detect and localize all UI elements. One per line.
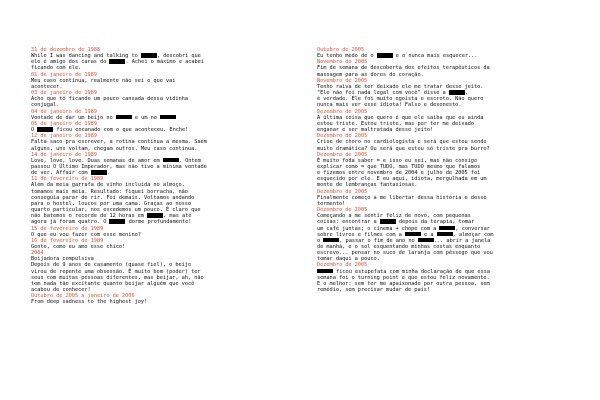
entry-line: é verdade. Ele foi muito egoísta e escroto. Não quero <box>317 96 484 103</box>
diary-entry <box>31 226 286 238</box>
diary-entry <box>31 90 286 108</box>
entry-line: Começando a me sentir feliz de novo, com pequenas <box>317 213 471 220</box>
entry-line: agora já foram quatro. O dorme profundamente! <box>31 219 192 226</box>
entry-line: Falta saco pra escrever, a rotina continua a mesma. Saem <box>31 139 207 146</box>
entry-date: Dezembro de 2005 <box>317 262 368 269</box>
diary-entry <box>317 59 572 77</box>
diary-entry <box>317 133 572 151</box>
redaction-bar <box>141 53 157 58</box>
diary-entry <box>317 109 572 134</box>
entry-date: Dezembro de 2005 <box>317 133 368 140</box>
entry-line: de manhã, e o sol esquentando minhas costas enquanto <box>317 244 481 250</box>
diary-entry <box>31 152 286 177</box>
redaction-bar <box>91 170 107 175</box>
entry-line: Fim de semana de descoberta dos efeitos terapêuticos da <box>317 65 490 72</box>
entry-line: semana foi o turning point e que estou feliz novamente. <box>317 274 490 281</box>
entry-date: Novembro de 2005 <box>317 77 368 84</box>
entry-line: Eu tenho medo de o e o nunca mais esquecer... <box>317 53 478 60</box>
entry-line: remédio, sem precisar mudar de país! <box>317 287 431 294</box>
left-column <box>31 47 286 306</box>
entry-line: o , passar o fim de ano no ... abrir a janela <box>317 237 491 244</box>
entry-line: virou de repente uma obsessão. É muito bom (poder) ter <box>31 268 201 275</box>
entry-line: de ver. Affair com . <box>31 170 110 177</box>
entry-line: alguns, uns voltam, chegam outros. Meu caso continua. <box>31 145 198 152</box>
right-column <box>317 47 572 293</box>
diary-entry <box>31 121 286 133</box>
entry-date: 11 de fevereiro de 1989 <box>31 176 104 183</box>
entry-line: O que eu vou fazer com esse menino? <box>31 231 141 238</box>
entry-date: 15 de fevereiro de 1989 <box>31 225 104 232</box>
entry-line: tormento! <box>317 200 346 207</box>
entry-line: From deep sadness to the highest joy! <box>31 299 148 306</box>
entry-line: tomamos mais meia. Resultado: fiquei borracha, não <box>31 188 188 195</box>
entry-line: Crise de choro no cardiologista e será que estou sendo <box>317 139 487 146</box>
entry-line: Depois de 9 anos de casamento (quase fiel), o beijo <box>31 262 192 269</box>
entry-line: Vontade de dar um beijo no e um no <box>31 115 286 121</box>
entry-line: ficou estupefata com minha declaração de que essa <box>317 269 572 275</box>
entry-line: explicar como = que TUDO, mas TUDO mesmo que falamos <box>317 163 481 170</box>
redaction-bar <box>37 127 53 132</box>
entry-line: Além da meia garrafa de vinho incluída no almoço, <box>31 182 185 189</box>
redaction-bar <box>418 238 434 243</box>
diary-entry <box>317 262 572 293</box>
diary-entry <box>317 189 572 207</box>
entry-date: Outubro de 2005 a janeiro de 2006 <box>31 293 135 300</box>
entry-line: um café juntas; o cinema + chope com a , conversar <box>317 225 490 232</box>
entry-line: Tenho raiva de ter deixado ele me tratar desse jeito. <box>317 83 484 90</box>
diary-entry <box>31 133 286 151</box>
entry-line: É muito foda saber = e isso eu sei, mas não consigo <box>317 157 478 164</box>
entry-line: estou triste. Estou triste, mas por ter me deixado <box>317 120 474 127</box>
diary-entry <box>31 293 286 305</box>
entry-line: tomar daqui a pouco. <box>317 256 380 263</box>
entry-date: 04 de janeiro de 1989 <box>31 108 97 115</box>
redaction-bar <box>380 219 396 224</box>
entry-line: Beijadora compulsiva <box>31 256 94 263</box>
redaction-bar <box>109 219 125 224</box>
diary-entry <box>317 207 572 262</box>
entry-line: ele é amigo dos caras do . Achei o máximo e acabei <box>31 59 204 66</box>
entry-line: enganar e ser maltratada desse jeito! <box>317 127 434 134</box>
entry-line: sobre livros e filmes com a e a , almoçar com <box>317 231 494 238</box>
diary-entry <box>31 176 286 225</box>
entry-line: "Ele não foi nada legal com você" disse a , <box>317 90 468 97</box>
redaction-bar <box>116 115 132 120</box>
entry-line: acontecer. <box>31 83 63 90</box>
redaction-bar <box>163 158 179 163</box>
entry-line: Acho que tô ficando um pouco cansada dessa vidinha <box>31 96 188 103</box>
entry-line: O ficou encanado com o que aconteceu. Enche! <box>31 127 189 134</box>
redaction-bar <box>147 213 163 218</box>
entry-line: Love, love, love. Duas semanas de amor em . Ontem <box>31 157 201 164</box>
entry-line: ficando com ele. <box>31 65 82 72</box>
entry-line: para o hostel, loucos por uma cama. Graças ao nosso <box>31 200 192 207</box>
entry-date: 05 de janeiro de 1989 <box>31 120 97 127</box>
entry-line: seus com muitas pessoas diferentes, mas beijar, ah, não <box>31 274 204 281</box>
entry-line: Gente, como eu amo esse chico! <box>31 244 126 250</box>
entry-date: Dezembro de 2005 <box>317 207 368 214</box>
entry-line: Finalmente começo a me libertar dessa história e desse <box>317 194 487 201</box>
entry-line: passou O Último Imperador, mas não tive a mínima vontade <box>31 163 207 170</box>
entry-date: 31 de dezembro de 1988 <box>31 47 101 53</box>
entry-line: coisas: encontrar a depois da terapia, tomar <box>317 219 475 226</box>
entry-date: Dezembro de 2005 <box>317 151 368 158</box>
entry-line: e fizemos entre novembro de 2004 e julho de 2005 foi <box>317 170 481 177</box>
entry-date: 16 de fevereiro de 1989 <box>31 237 104 244</box>
diary-entry <box>31 250 286 293</box>
diary-entry <box>317 152 572 189</box>
redaction-bar <box>449 90 465 95</box>
entry-date: Dezembro de 2005 <box>317 188 368 195</box>
redaction-bar <box>377 53 393 58</box>
entry-date: 03 de janeiro de 1989 <box>31 90 97 97</box>
diary-entry <box>31 238 286 250</box>
redaction-bar <box>439 226 455 231</box>
entry-line: Meu caso continua, realmente não sei o que vai <box>31 77 176 84</box>
entry-line: tem nada tão excitante quanto beijar alguém que você <box>31 280 195 287</box>
diary-entry <box>31 72 286 90</box>
entry-date: 14 de janeiro de 1989 <box>31 151 97 158</box>
entry-line: massagem para as dores do coração. <box>317 71 424 78</box>
entry-line: nunca mais ver esse idiota! Falso e desonesto. <box>317 102 462 109</box>
entry-line: esquecido por ele. E eu aqui, idiota, mergulhada em um <box>317 176 487 183</box>
diary-entry <box>31 109 286 121</box>
redaction-bar <box>405 232 421 237</box>
entry-line: escrevo... pensar no suco de laranja com pêssego que vou <box>317 250 493 257</box>
entry-line: acabou de conhecer! <box>31 287 91 294</box>
diary-entry <box>317 47 572 59</box>
entry-line: While I was dancing and talking to , descobri que <box>31 53 201 60</box>
entry-line: conjugal. <box>31 102 60 109</box>
entry-date: Outubro de 2005 <box>317 47 365 53</box>
redaction-bar <box>323 238 339 243</box>
diary-entry <box>31 47 286 72</box>
entry-line: quarto particular, nos excedemos um pouco. É claro que <box>31 207 201 214</box>
redaction-bar <box>317 269 333 274</box>
redaction-bar <box>437 232 453 237</box>
entry-date: Novembro de 2005 <box>317 59 368 66</box>
redaction-bar <box>109 59 125 64</box>
entry-line: A última coisa que quero é que ele saiba que eu ainda <box>317 114 484 121</box>
redaction-bar <box>160 115 176 120</box>
entry-date: 12 de janeiro de 1989 <box>31 133 97 140</box>
entry-date: Dezembro de 2005 <box>317 108 368 115</box>
entry-line: conseguia parar de rir. Foi demais. Voltamos andando <box>31 194 195 201</box>
entry-line: não batemos o recorde de 12 horas em , mas até <box>31 213 192 220</box>
entry-line: muito dramática? Ou será que estou só triste pra burro? <box>317 145 490 152</box>
diary-entry <box>317 78 572 109</box>
entry-line: monte de lembranças fantasiosas. <box>317 182 418 189</box>
entry-line: E o melhor: sem ter me apaixonado por outra pessoa, sem <box>317 280 490 287</box>
entry-date: 01 de janeiro de 1989 <box>31 71 97 78</box>
entry-date: 2004 <box>31 250 44 257</box>
